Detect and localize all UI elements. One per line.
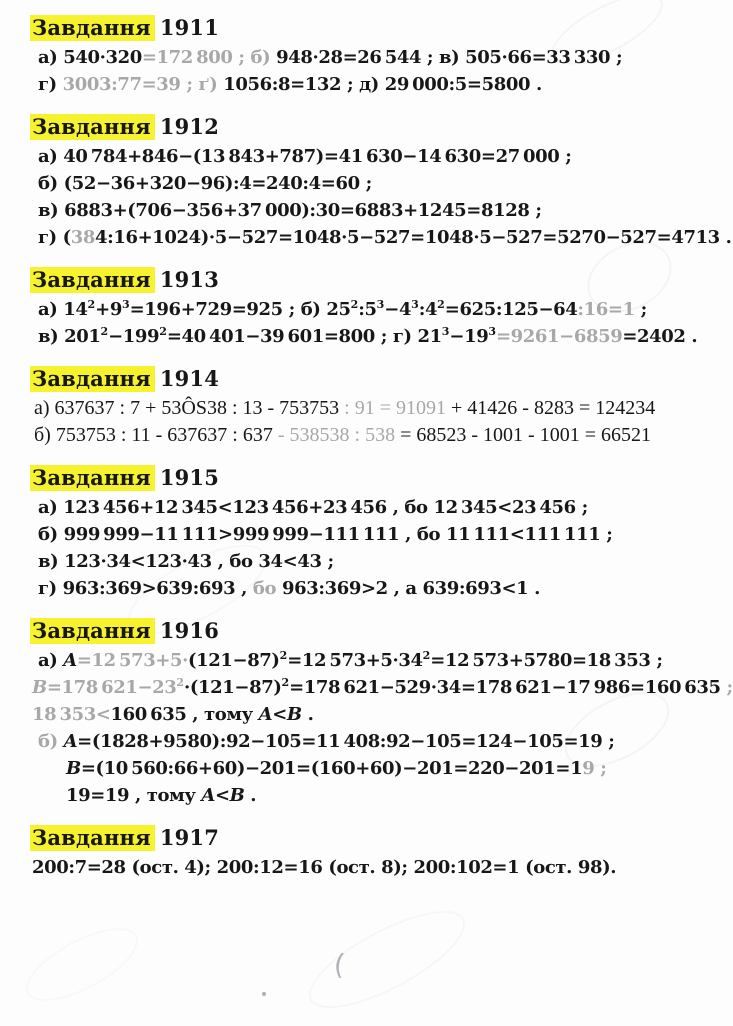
math-segment: A — [63, 650, 77, 671]
math-segment: ; — [634, 299, 647, 320]
math-line — [30, 854, 694, 881]
exponent: 2 — [279, 649, 288, 662]
math-segment: 19=19 , тому — [66, 785, 202, 806]
math-line — [30, 422, 694, 449]
math-segment: −4 — [384, 299, 412, 320]
task-1915 — [30, 464, 694, 602]
math-segment: =40 401−39 601=800 ; г) 21 — [166, 326, 442, 347]
math-line — [30, 575, 694, 602]
math-segment: б) 999 999−11 111>999 999−111 111 , бо 11 111<111 111 ; — [38, 524, 613, 545]
math-segment: A — [63, 731, 78, 752]
math-segment: в) 123·34<123·43 , бо 34<43 ; — [38, 551, 334, 572]
math-segment: 1056:8=132 ; д) 29 000:5=5800 . — [223, 74, 542, 95]
math-segment: B — [66, 758, 81, 779]
task-header — [30, 266, 694, 293]
math-line — [30, 170, 694, 197]
task-lines — [30, 494, 694, 602]
math-segment: г) 963:369>639:693 , — [38, 578, 253, 599]
exponent: 3 — [376, 298, 385, 311]
math-line — [30, 728, 694, 755]
math-segment: б) 753753 : 11 - 637637 : 637 — [34, 424, 273, 446]
task-1911 — [30, 14, 694, 98]
math-segment: 3003:77=39 ; ґ) — [62, 74, 224, 95]
math-segment: :4 — [418, 299, 438, 320]
math-segment: а) 14 — [38, 299, 88, 320]
task-label-highlight: Завдання — [30, 618, 155, 644]
math-segment: =178 621−23 — [46, 677, 177, 698]
math-segment: = 68523 - 1001 - 1001 = 66521 — [395, 424, 651, 446]
task-1917 — [30, 824, 694, 881]
task-number: 1915 — [159, 465, 220, 490]
math-segment: =625:125−64 — [444, 299, 578, 320]
math-segment: B — [32, 677, 47, 698]
math-line — [30, 674, 733, 701]
task-lines — [30, 296, 698, 350]
task-lines — [30, 143, 732, 251]
math-line — [30, 296, 694, 323]
math-segment: A<B — [258, 704, 302, 725]
math-segment: =(10 560:66+60)−201=(160+60)−201=220−201=1 — [80, 758, 583, 779]
math-segment: 160 635 , тому — [110, 704, 259, 725]
math-segment: =12 573+5· — [76, 650, 189, 671]
math-segment: =178 621−529·34=178 621−17 986=160 635 — [289, 677, 727, 698]
task-number: 1911 — [159, 15, 220, 40]
task-1914 — [30, 365, 694, 449]
task-header — [30, 824, 694, 851]
math-line — [30, 521, 694, 548]
math-segment: а) 540·320 — [38, 47, 142, 68]
math-segment: - 538538 : 538 — [272, 424, 396, 446]
math-segment: г) ( — [38, 227, 71, 248]
math-segment: . — [244, 785, 257, 806]
task-lines — [30, 395, 694, 449]
task-1913 — [30, 266, 698, 350]
exponent: 2 — [87, 298, 96, 311]
task-number: 1912 — [159, 114, 220, 139]
math-segment: б) (52−36+320−96):4=240:4=60 ; — [38, 173, 372, 194]
math-segment: бо — [252, 578, 277, 599]
task-1916 — [30, 617, 733, 809]
watermark-artifact — [16, 914, 148, 1015]
math-segment: а) 123 456+12 345<123 456+23 456 , бо 12 345<23 456 ; — [38, 497, 588, 518]
watermark-artifact — [296, 893, 477, 1026]
math-segment: : 91 = 91091 — [339, 397, 446, 419]
math-segment: =2402 . — [622, 326, 698, 347]
math-segment: 18 353< — [32, 704, 111, 725]
math-line — [30, 323, 698, 350]
math-segment: +9 — [95, 299, 122, 320]
math-segment: а) 40 784+846−(13 843+787)=41 630−14 630=27 000 ; — [38, 146, 572, 167]
math-segment: 4:16+1024)·5−527=1048·5−527=1048·5−527=5270−527=4713 . — [94, 227, 732, 248]
math-segment: =12 573+5·34 — [287, 650, 423, 671]
task-number: 1913 — [159, 267, 220, 292]
exponent: 2 — [350, 298, 359, 311]
math-segment: а) — [38, 650, 64, 671]
task-header — [30, 14, 694, 41]
math-segment: ·(121−87) — [184, 677, 282, 698]
math-segment: + 41426 - 8283 = 124234 — [446, 397, 656, 419]
math-segment: =12 573+5780=18 353 ; — [430, 650, 663, 671]
math-line — [30, 494, 694, 521]
exponent: 3 — [441, 325, 450, 338]
task-label-highlight: Завдання — [30, 825, 155, 851]
task-header — [30, 464, 694, 491]
math-segment: 9 ; — [582, 758, 607, 779]
math-segment: −19 — [449, 326, 489, 347]
math-segment: г) — [38, 74, 63, 95]
exponent: 2 — [281, 676, 290, 689]
math-segment: в) 6883+(706−356+37 000):30=6883+1245=8128 ; — [38, 200, 542, 221]
math-line — [30, 197, 694, 224]
task-lines — [30, 44, 694, 98]
scan-spot-artifact — [262, 992, 266, 996]
math-segment: =(1828+9580):92−105=11 408:92−105=124−105=19 ; — [77, 731, 615, 752]
exponent: 2 — [100, 325, 109, 338]
pen-mark-artifact: ( — [332, 947, 347, 982]
task-lines — [30, 647, 733, 809]
math-segment: 200:7=28 (ост. 4); 200:12=16 (ост. 8); 200:102=1 (ост. 98). — [32, 857, 617, 878]
math-segment: . — [301, 704, 314, 725]
math-segment: =9261−6859 — [496, 326, 623, 347]
task-1912 — [30, 113, 732, 251]
math-line — [30, 782, 694, 809]
exponent: 3 — [411, 298, 419, 311]
math-segment: −199 — [108, 326, 160, 347]
exponent: 2 — [176, 676, 185, 689]
math-segment: 963:369>2 , а 639:693<1 . — [276, 578, 541, 599]
exponent: 3 — [488, 325, 496, 338]
task-label-highlight: Завдання — [30, 465, 155, 491]
math-line — [30, 224, 732, 251]
math-segment: а) 637637 : 7 + 53ÔS38 : 13 - 753753 — [34, 397, 340, 419]
math-segment: A<B — [201, 785, 245, 806]
math-line — [30, 647, 694, 674]
math-line — [30, 143, 694, 170]
exponent: 2 — [159, 325, 167, 338]
task-label-highlight: Завдання — [30, 267, 155, 293]
exponent: 2 — [422, 649, 431, 662]
task-header — [30, 113, 694, 140]
math-line — [30, 395, 694, 422]
task-header — [30, 617, 694, 644]
task-label-highlight: Завдання — [30, 15, 155, 41]
task-header — [30, 365, 694, 392]
math-segment: :16=1 — [577, 299, 635, 320]
task-number: 1914 — [159, 366, 220, 391]
math-segment: б) — [38, 731, 64, 752]
math-line — [30, 701, 694, 728]
math-line — [30, 71, 694, 98]
task-label-highlight: Завдання — [30, 366, 155, 392]
task-number: 1916 — [159, 618, 220, 643]
math-line — [30, 44, 694, 71]
math-segment: ; — [726, 677, 733, 698]
math-line — [30, 755, 694, 782]
math-segment: :5 — [358, 299, 377, 320]
exponent: 2 — [437, 298, 445, 311]
math-segment: =196+729=925 ; б) 25 — [129, 299, 351, 320]
math-segment: =172 800 ; б) — [141, 47, 277, 68]
math-segment: 38 — [70, 227, 95, 248]
math-segment: в) 201 — [38, 326, 101, 347]
task-number: 1917 — [159, 825, 220, 850]
math-line — [30, 548, 694, 575]
task-label-highlight: Завдання — [30, 114, 155, 140]
math-segment: 948·28=26 544 ; в) 505·66=33 330 ; — [276, 47, 623, 68]
task-lines — [30, 854, 694, 881]
math-segment: (121−87) — [188, 650, 280, 671]
exponent: 3 — [121, 298, 130, 311]
